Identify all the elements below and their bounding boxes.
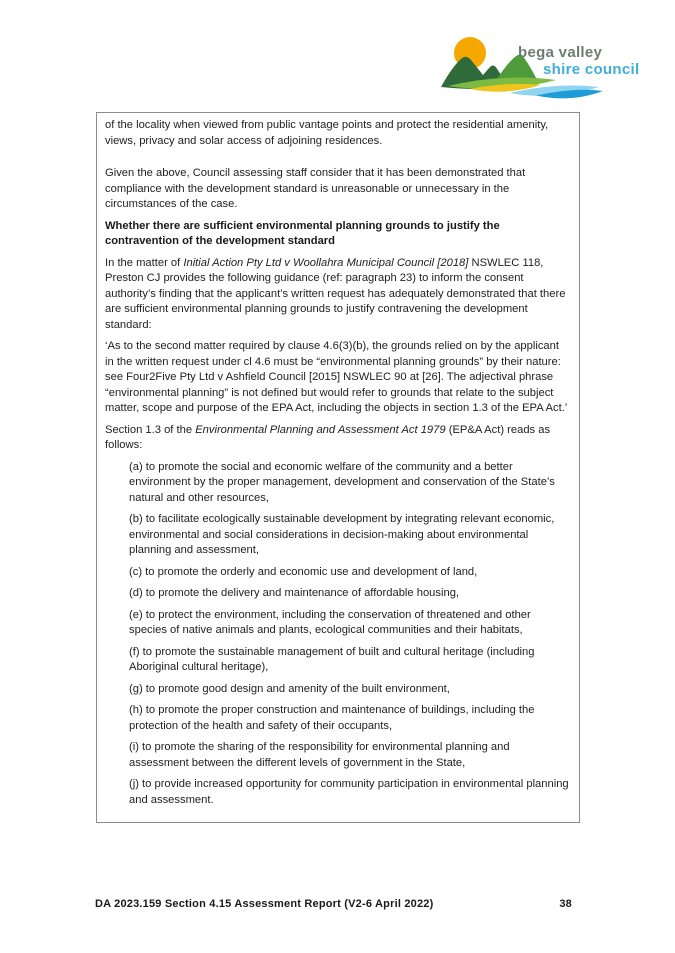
act-title-italic: Environmental Planning and Assessment Act 1979 [195, 423, 446, 436]
initial-action-post: NSWLEC 118, Preston CJ provides the following guidance (ref: paragraph 23) to inform the consent authority’s finding that the applicant’s written request has adequately demonstrated that there are sufficient environmental planning grounds to justify contravening the development standard: [105, 256, 566, 331]
object-item-c: (c) to promote the orderly and economic use and development of land, [129, 565, 478, 578]
object-item-g: (g) to promote good design and amenity of the built environment, [129, 682, 450, 695]
page-footer [95, 898, 572, 910]
heading-environmental-grounds: Whether there are sufficient environmental planning grounds to justify the contravention of the development standard [105, 219, 500, 247]
logo-name-line1: bega valley [518, 44, 603, 61]
paragraph-section-1-3 [105, 423, 570, 454]
object-item-j: (j) to provide increased opportunity for community participation in environmental planning and assessment. [129, 778, 569, 806]
object-item-b: (b) to facilitate ecologically sustainable development by integrating relevant economic, environmental and social considerations in decision-making about environmental planning and assessment, [129, 513, 555, 556]
logo-wordmark [518, 44, 639, 78]
footer-doc-title: DA 2023.159 Section 4.15 Assessment Report (V2-6 April 2022) [95, 898, 434, 910]
assessment-text-box [96, 112, 580, 823]
object-item-e: (e) to protect the environment, including the conservation of threatened and other species of native animals and plants, ecological communities and their habitats, [129, 608, 531, 636]
case-citation-italic: Initial Action Pty Ltd v Woollahra Municipal Council [2018] [183, 256, 469, 269]
paragraph-quote: ‘As to the second matter required by clause 4.6(3)(b), the grounds relied on by the applicant in the written request under cl 4.6 must be “environmental planning grounds” by their nature: see Four2Five Pty Ltd v Ashfield Council [2015] NSWLEC 90 at [26]. The adjectival phrase “environmental planning” is not defined but would refer to grounds that relate to the subject matter, scope and purpose of the EPA Act, including the objects in section 1.3 of the EPA Act.’ [105, 340, 568, 414]
object-item-f: (f) to promote the sustainable management of built and cultural heritage (including Aboriginal cultural heritage), [129, 645, 535, 673]
object-item-i: (i) to promote the sharing of the responsibility for environmental planning and assessment between the different levels of government in the State, [129, 741, 510, 769]
paragraph-given-above: Given the above, Council assessing staff consider that it has been demonstrated that compliance with the development standard is unreasonable or unnecessary in the circumstances of the case. [105, 167, 526, 210]
object-item-h: (h) to promote the proper construction and maintenance of buildings, including the protection of the health and safety of their occupants, [129, 704, 535, 732]
section-1-3-post: (EP&A Act) reads as follows: [105, 423, 551, 451]
initial-action-pre: In the matter of [105, 256, 184, 269]
paragraph-locality: of the locality when viewed from public vantage points and protect the residential amenity, views, privacy and solar access of adjoining residences. [105, 119, 549, 147]
logo-name-line2: shire council [543, 61, 640, 78]
object-item-a: (a) to promote the social and economic welfare of the community and a better environment by the proper management, development and conservation of the State’s natural and other resources, [129, 460, 555, 504]
bega-valley-logo [440, 35, 640, 105]
object-item-d: (d) to promote the delivery and maintenance of affordable housing, [129, 587, 460, 599]
paragraph-initial-action [105, 256, 570, 334]
section-1-3-pre: Section 1.3 of the [105, 423, 196, 436]
footer-page-number: 38 [559, 898, 572, 910]
